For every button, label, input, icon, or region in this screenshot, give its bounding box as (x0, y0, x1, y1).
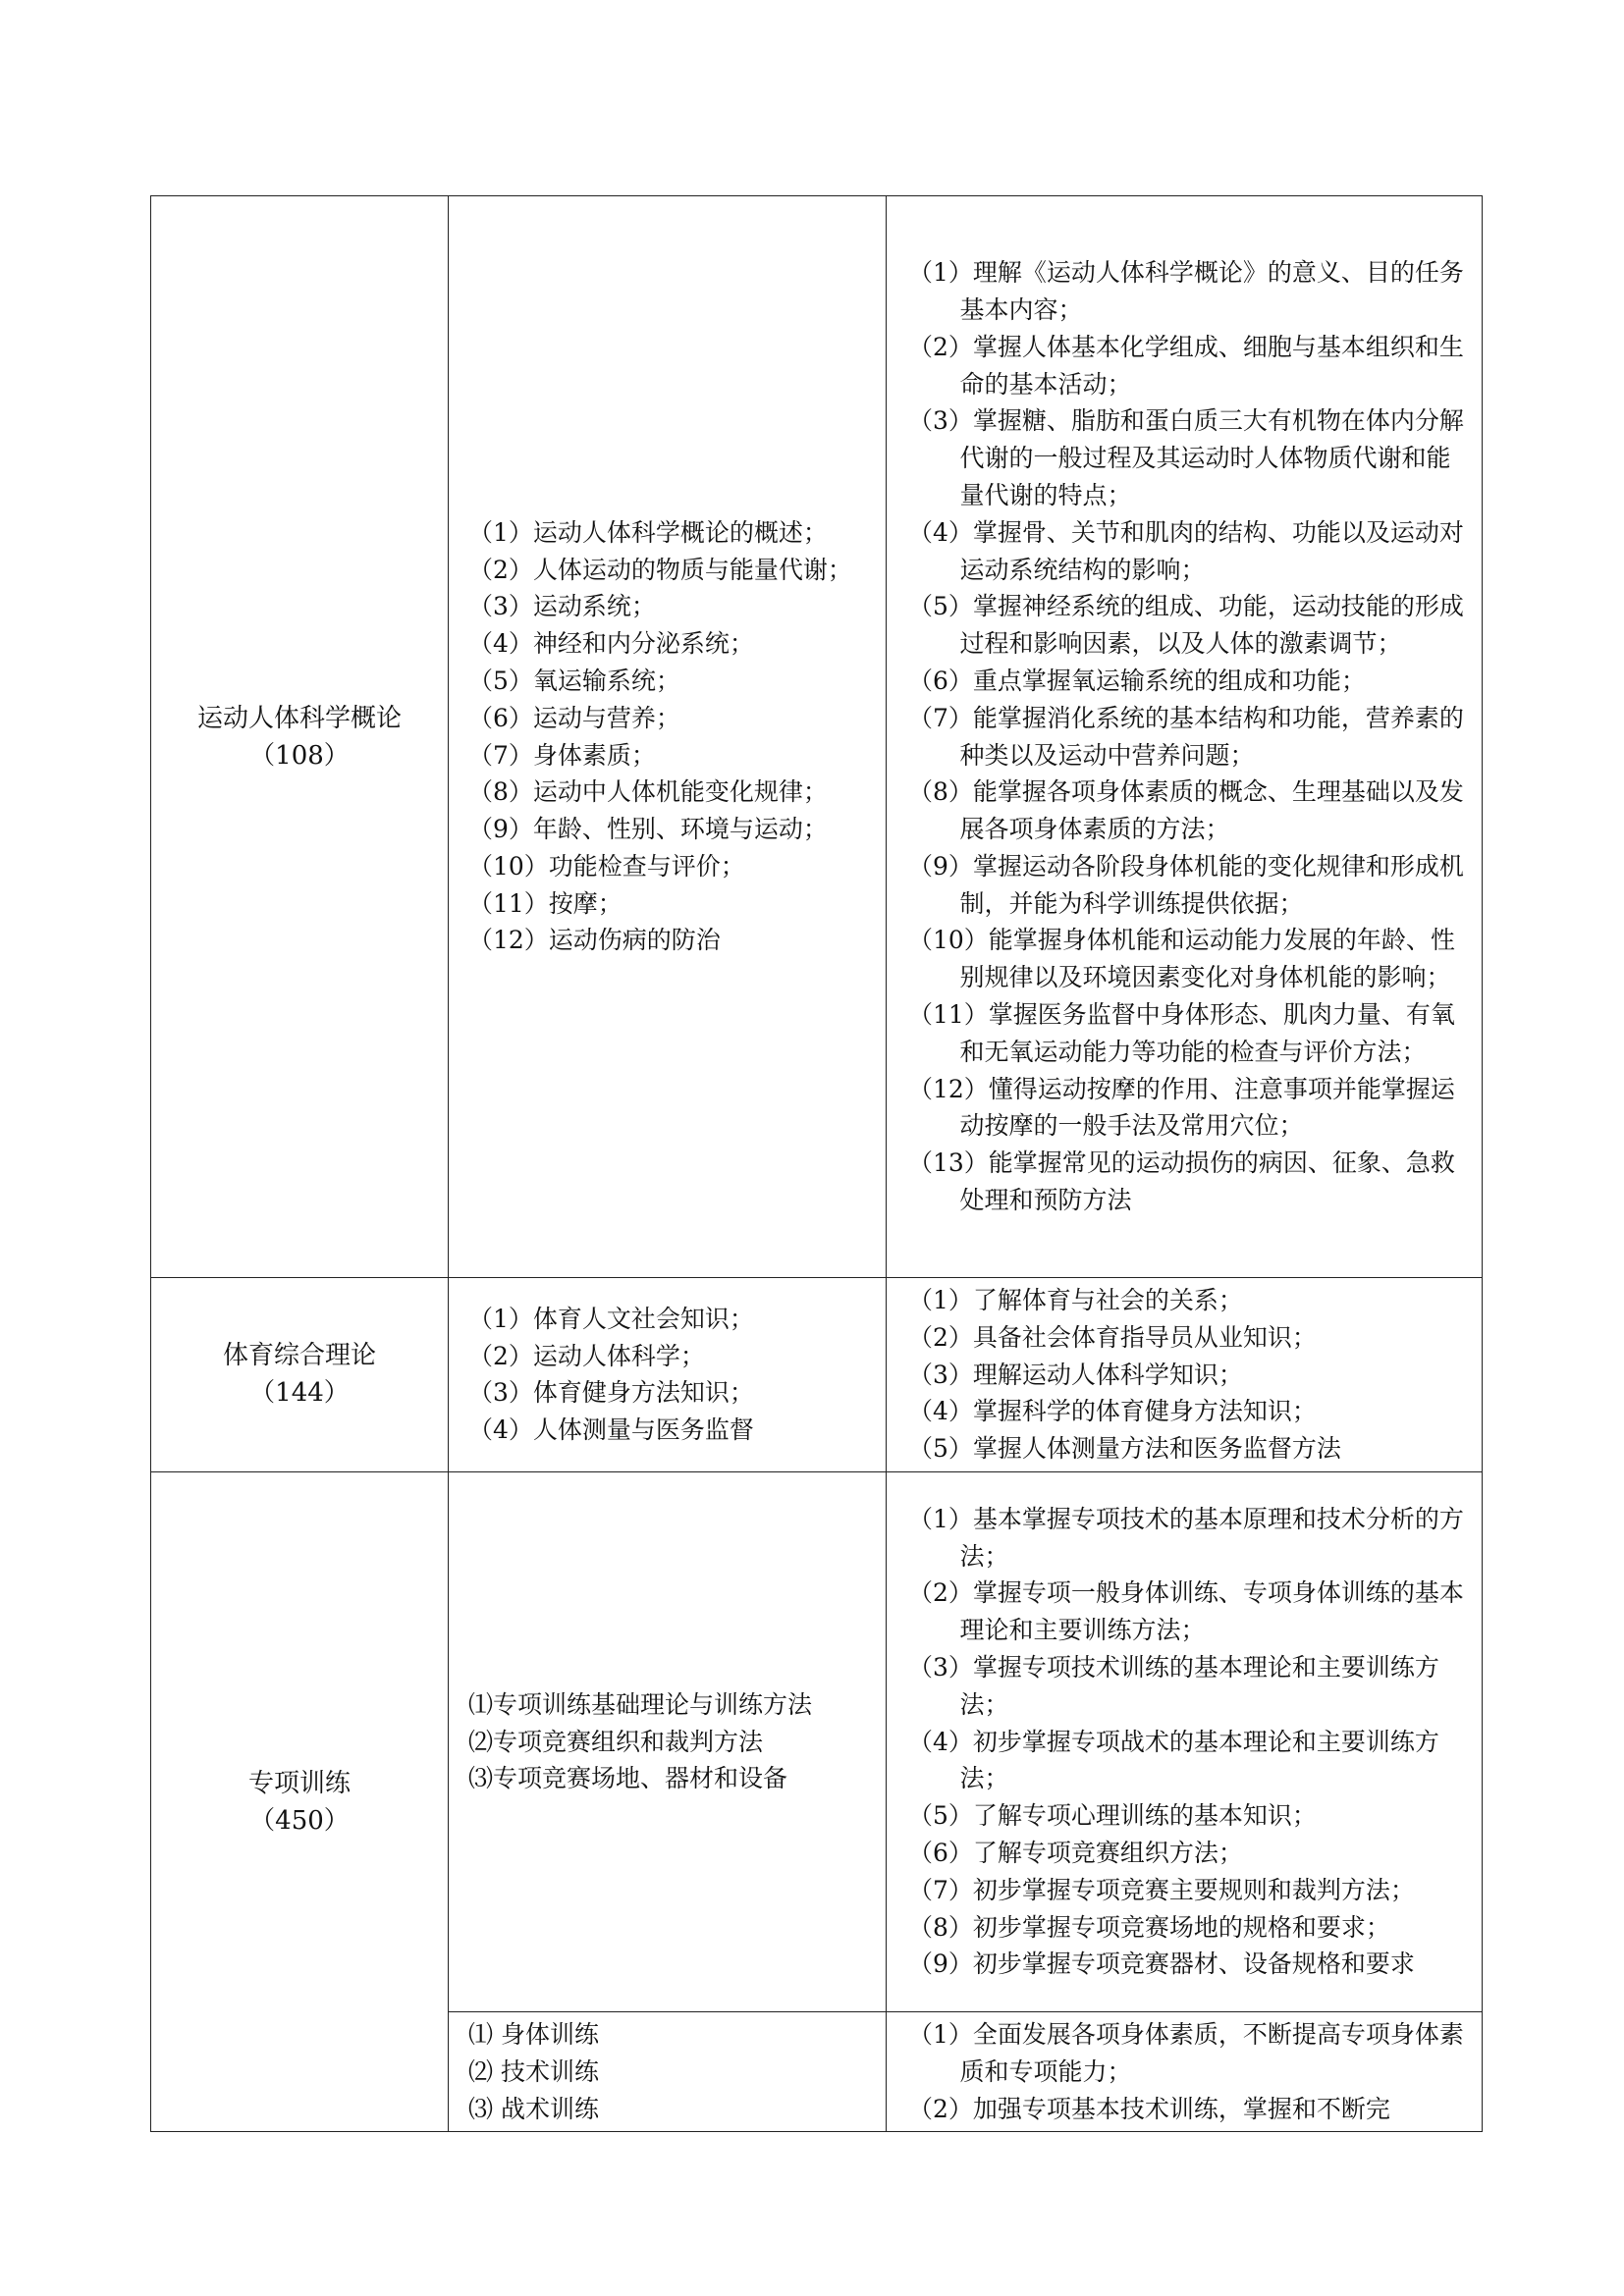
course-table (150, 195, 1483, 2132)
list-item: （1）运动人体科学概论的概述； (468, 517, 828, 547)
list-item: （4）神经和内分泌系统； (468, 629, 754, 659)
course-hours: （450） (249, 1805, 350, 1836)
goals-list (887, 250, 1482, 1223)
topics-cell (449, 1278, 887, 1472)
goals-cell (887, 2011, 1483, 2131)
goals-list (887, 2012, 1482, 2131)
list-item: （9）掌握运动各阶段身体机能的变化规律和形成机制，并能为科学训练提供依据； (908, 851, 1464, 918)
course-name: 专项训练 (247, 1768, 351, 1798)
list-item: ⑵专项竞赛组织和裁判方法 (468, 1727, 764, 1756)
list-item: （1）体育人文社会知识； (468, 1304, 754, 1333)
goals-cell (887, 196, 1483, 1278)
list-item: （4）初步掌握专项战术的基本理论和主要训练方法； (908, 1727, 1439, 1793)
list-item: ⑵ 技术训练 (468, 2056, 599, 2086)
list-item: （2）掌握人体基本化学组成、细胞与基本组织和生命的基本活动； (908, 332, 1464, 399)
list-item: （3）运动系统； (468, 592, 656, 621)
list-item: （7）能掌握消化系统的基本结构和功能，营养素的种类以及运动中营养问题； (908, 703, 1464, 770)
list-item: （12）懂得运动按摩的作用、注意事项并能掌握运动按摩的一般手法及常用穴位； (908, 1074, 1455, 1141)
list-item: （2）人体运动的物质与能量代谢； (468, 555, 852, 584)
list-item: ⑴ 身体训练 (468, 2019, 599, 2049)
list-item: （5）了解专项心理训练的基本知识； (908, 1801, 1317, 1831)
list-item: （3）掌握糖、脂肪和蛋白质三大有机物在体内分解代谢的一般过程及其运动时人体物质代谢和能量代谢的特点； (908, 406, 1464, 509)
list-item: （8）能掌握各项身体素质的概念、生理基础以及发展各项身体素质的方法； (908, 777, 1464, 844)
topics-list (449, 514, 886, 960)
list-item: （2）加强专项基本技术训练，掌握和不断完 (908, 2094, 1390, 2123)
list-item: ⑴专项训练基础理论与训练方法 (468, 1689, 813, 1719)
list-item: （12）运动伤病的防治 (468, 926, 721, 955)
list-item: （2）运动人体科学； (468, 1341, 705, 1370)
list-item: （3）理解运动人体科学知识； (908, 1360, 1243, 1389)
list-item: （5）掌握人体测量方法和医务监督方法 (908, 1434, 1341, 1464)
list-item: （8）初步掌握专项竞赛场地的规格和要求； (908, 1912, 1390, 1942)
list-item: （3）掌握专项技术训练的基本理论和主要训练方法； (908, 1652, 1439, 1719)
course-name: 运动人体科学概论 (196, 703, 402, 733)
list-item: （8）运动中人体机能变化规律； (468, 777, 828, 807)
table-row (151, 1278, 1483, 1472)
list-item: （10）能掌握身体机能和运动能力发展的年龄、性别规律以及环境因素变化对身体机能的影响； (908, 926, 1455, 992)
list-item: （6）重点掌握氧运输系统的组成和功能； (908, 666, 1366, 695)
goals-cell (887, 1471, 1483, 2011)
list-item: （4）掌握骨、关节和肌肉的结构、功能以及运动对运动系统结构的影响； (908, 517, 1464, 584)
course-hours: （144） (249, 1378, 350, 1409)
list-item: （10）功能检查与评价； (468, 851, 745, 881)
list-item: ⑶专项竞赛场地、器材和设备 (468, 1764, 788, 1793)
list-item: （1）理解《运动人体科学概论》的意义、目的任务基本内容； (908, 258, 1464, 324)
list-item: （3）体育健身方法知识； (468, 1378, 754, 1408)
course-name-cell (151, 196, 449, 1278)
list-item: （9）年龄、性别、环境与运动； (468, 815, 828, 844)
goals-list (887, 1278, 1482, 1471)
list-item: （11）按摩； (468, 888, 623, 918)
course-name-cell (151, 1278, 449, 1472)
goals-cell (887, 1278, 1483, 1472)
topics-cell (449, 196, 887, 1278)
list-item: （6）运动与营养； (468, 703, 680, 732)
list-item: （6）了解专项竞赛组织方法； (908, 1838, 1243, 1867)
topics-list (449, 1301, 886, 1449)
list-item: （1）基本掌握专项技术的基本原理和技术分析的方法； (908, 1504, 1464, 1571)
course-hours: （108） (249, 740, 350, 771)
list-item: （13）能掌握常见的运动损伤的病因、征象、急救处理和预防方法 (908, 1148, 1455, 1215)
course-name-cell (151, 1471, 449, 2131)
list-item: （2）具备社会体育指导员从业知识； (908, 1322, 1317, 1352)
topics-cell (449, 1471, 887, 2011)
list-item: （5）掌握神经系统的组成、功能，运动技能的形成过程和影响因素，以及人体的激素调节； (908, 592, 1464, 659)
topics-list (449, 1686, 886, 1797)
table-row (151, 1471, 1483, 2011)
course-name: 体育综合理论 (222, 1341, 376, 1371)
list-item: （4）人体测量与医务监督 (468, 1415, 754, 1445)
topics-list (449, 2016, 886, 2127)
table-row (151, 196, 1483, 1278)
list-item: （7）初步掌握专项竞赛主要规则和裁判方法； (908, 1875, 1415, 1904)
list-item: （7）身体素质； (468, 740, 656, 770)
goals-list (887, 1497, 1482, 1987)
list-item: （4）掌握科学的体育健身方法知识； (908, 1397, 1317, 1426)
list-item: ⑶ 战术训练 (468, 2094, 599, 2123)
list-item: （9）初步掌握专项竞赛器材、设备规格和要求 (908, 1949, 1415, 1979)
list-item: （11）掌握医务监督中身体形态、肌肉力量、有氧和无氧运动能力等功能的检查与评价方法； (908, 1000, 1455, 1066)
list-item: （1）了解体育与社会的关系； (908, 1286, 1243, 1314)
topics-cell (449, 2011, 887, 2131)
list-item: （1）全面发展各项身体素质，不断提高专项身体素质和专项能力； (908, 2019, 1464, 2086)
list-item: （5）氧运输系统； (468, 666, 680, 695)
list-item: （2）掌握专项一般身体训练、专项身体训练的基本理论和主要训练方法； (908, 1578, 1464, 1645)
